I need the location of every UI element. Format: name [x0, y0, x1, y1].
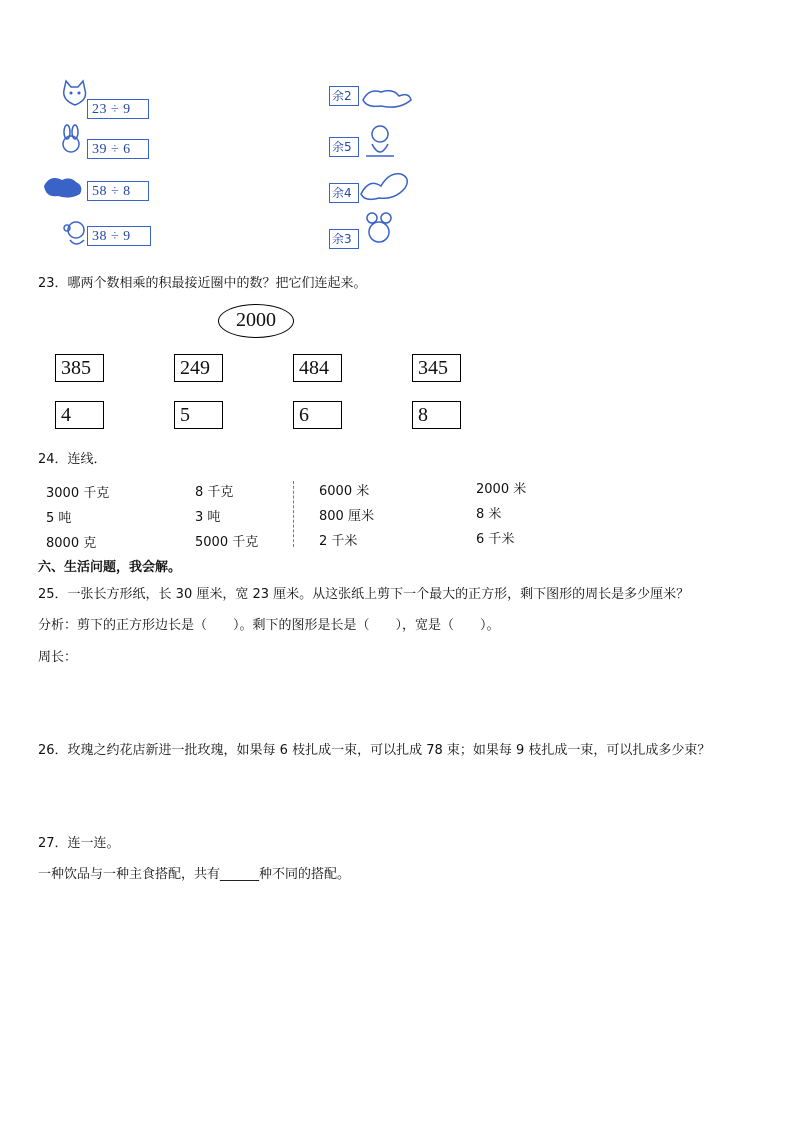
division-box[interactable]: 39 ÷ 6: [87, 139, 149, 159]
remainder-box[interactable]: 余4: [329, 183, 359, 203]
number-box[interactable]: 5: [174, 401, 223, 429]
unit-item[interactable]: 3 吨: [195, 510, 221, 525]
rabbit-icon: [55, 124, 89, 154]
number-box[interactable]: 6: [293, 401, 342, 429]
division-box[interactable]: 58 ÷ 8: [87, 181, 149, 201]
target-number-oval: 2000: [218, 304, 294, 338]
unit-item[interactable]: 2 千米: [319, 534, 358, 549]
unit-item[interactable]: 8 米: [476, 507, 502, 522]
remainder-box[interactable]: 余3: [329, 229, 359, 249]
question-25-analysis: 分析：剪下的正方形边长是（ ）。剩下的图形是长是（ ），宽是（ ）。: [38, 618, 500, 633]
number-box[interactable]: 4: [55, 401, 104, 429]
mouse-icon: [360, 210, 398, 248]
number-box[interactable]: 385: [55, 354, 104, 382]
column-divider: [293, 481, 294, 547]
question-26-text: 26．玫瑰之约花店新进一批玫瑰，如果每 6 枝扎成一束，可以扎成 78 束；如果每 9 枝扎成一束，可以扎成多少束？: [38, 743, 711, 758]
remainder-box[interactable]: 余2: [329, 86, 359, 106]
unit-item[interactable]: 6 千米: [476, 532, 515, 547]
question-25-text: 25．一张长方形纸，长 30 厘米，宽 23 厘米。从这张纸上剪下一个最大的正方形，剩下图形的周长是多少厘米？: [38, 587, 690, 602]
unit-item[interactable]: 800 厘米: [319, 509, 374, 524]
unit-item[interactable]: 6000 米: [319, 484, 370, 499]
division-box[interactable]: 23 ÷ 9: [87, 99, 149, 119]
section-6-title: 六、生活问题，我会解。: [38, 560, 182, 575]
monkey-icon: [360, 124, 400, 162]
squirrel-icon: [40, 172, 86, 202]
perimeter-label: 周长：: [38, 650, 78, 665]
number-box[interactable]: 8: [412, 401, 461, 429]
unit-item[interactable]: 8 千克: [195, 485, 234, 500]
unit-item[interactable]: 2000 米: [476, 482, 527, 497]
fox-icon: [359, 82, 413, 112]
number-box[interactable]: 345: [412, 354, 461, 382]
question-27-title: 27．连一连。: [38, 836, 120, 851]
division-box[interactable]: 38 ÷ 9: [87, 226, 151, 246]
remainder-box[interactable]: 余5: [329, 137, 359, 157]
question-24-title: 24．连线．: [38, 452, 107, 467]
number-box[interactable]: 484: [293, 354, 342, 382]
unit-item[interactable]: 5000 千克: [195, 535, 259, 550]
question-23-text: 23．哪两个数相乘的积最接近圈中的数？把它们连起来。: [38, 276, 367, 291]
unit-item[interactable]: 8000 克: [46, 536, 97, 551]
squirrel-icon: [355, 168, 413, 204]
unit-item[interactable]: 3000 千克: [46, 486, 110, 501]
unit-item[interactable]: 5 吨: [46, 511, 72, 526]
question-27-text: 一种饮品与一种主食搭配，共有______种不同的搭配。: [38, 867, 351, 882]
number-box[interactable]: 249: [174, 354, 223, 382]
